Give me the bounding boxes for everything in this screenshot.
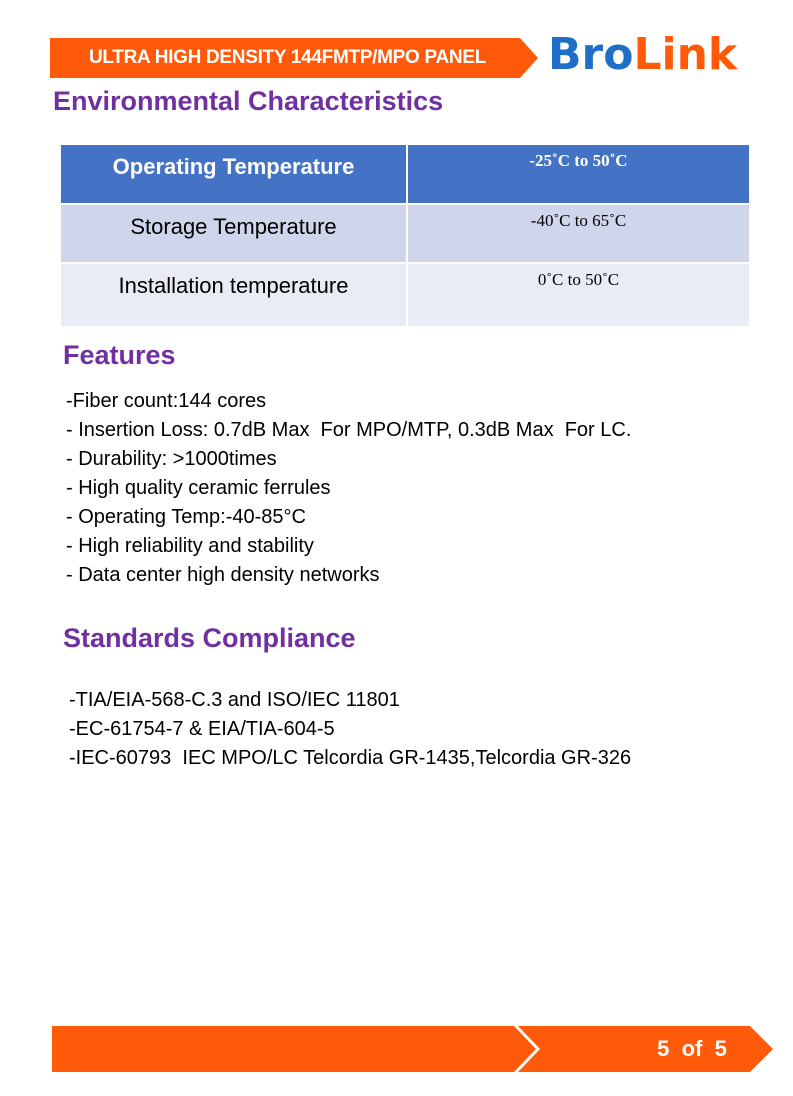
- list-item: - Insertion Loss: 0.7dB Max For MPO/MTP, 0.3dB Max For LC.: [66, 419, 632, 441]
- list-item: -TIA/EIA-568-C.3 and ISO/IEC 11801: [69, 689, 400, 711]
- list-item: -EC-61754-7 & EIA/TIA-604-5: [69, 718, 335, 740]
- footer-banner: [52, 1026, 777, 1072]
- table-cell-label: Operating Temperature: [60, 144, 407, 204]
- document-title: ULTRA HIGH DENSITY 144FMTP/MPO PANEL: [88, 47, 487, 68]
- features-list: [66, 387, 631, 590]
- header-banner: [50, 38, 540, 78]
- logo-part-link: Link: [633, 29, 738, 80]
- list-item: - Data center high density networks: [66, 564, 380, 586]
- environmental-table: [59, 143, 751, 328]
- logo-part-bro: Bro: [548, 29, 634, 80]
- table-cell-value: 0˚C to 50˚C: [407, 263, 750, 327]
- features-heading: Features: [63, 340, 176, 370]
- brand-logo: [548, 30, 748, 80]
- list-item: -IEC-60793 IEC MPO/LC Telcordia GR-1435,Telcordia GR-326: [69, 747, 632, 769]
- table-cell-label: Installation temperature: [60, 263, 407, 327]
- list-item: -Fiber count:144 cores: [66, 390, 267, 412]
- environmental-heading: Environmental Characteristics: [53, 86, 444, 116]
- table-row: [60, 263, 750, 327]
- list-item: - Durability: >1000times: [66, 448, 277, 470]
- table-cell-label: Storage Temperature: [60, 204, 407, 263]
- list-item: - High reliability and stability: [66, 535, 314, 557]
- table-row: [60, 144, 750, 204]
- standards-list: [69, 686, 631, 773]
- list-item: - Operating Temp:-40-85°C: [66, 506, 306, 528]
- table-row: [60, 204, 750, 263]
- list-item: - High quality ceramic ferrules: [66, 477, 331, 499]
- page-indicator: 5 of 5: [657, 1036, 727, 1061]
- table-cell-value: -40˚C to 65˚C: [407, 204, 750, 263]
- standards-heading: Standards Compliance: [63, 623, 356, 653]
- table-cell-value: -25˚C to 50˚C: [407, 144, 750, 204]
